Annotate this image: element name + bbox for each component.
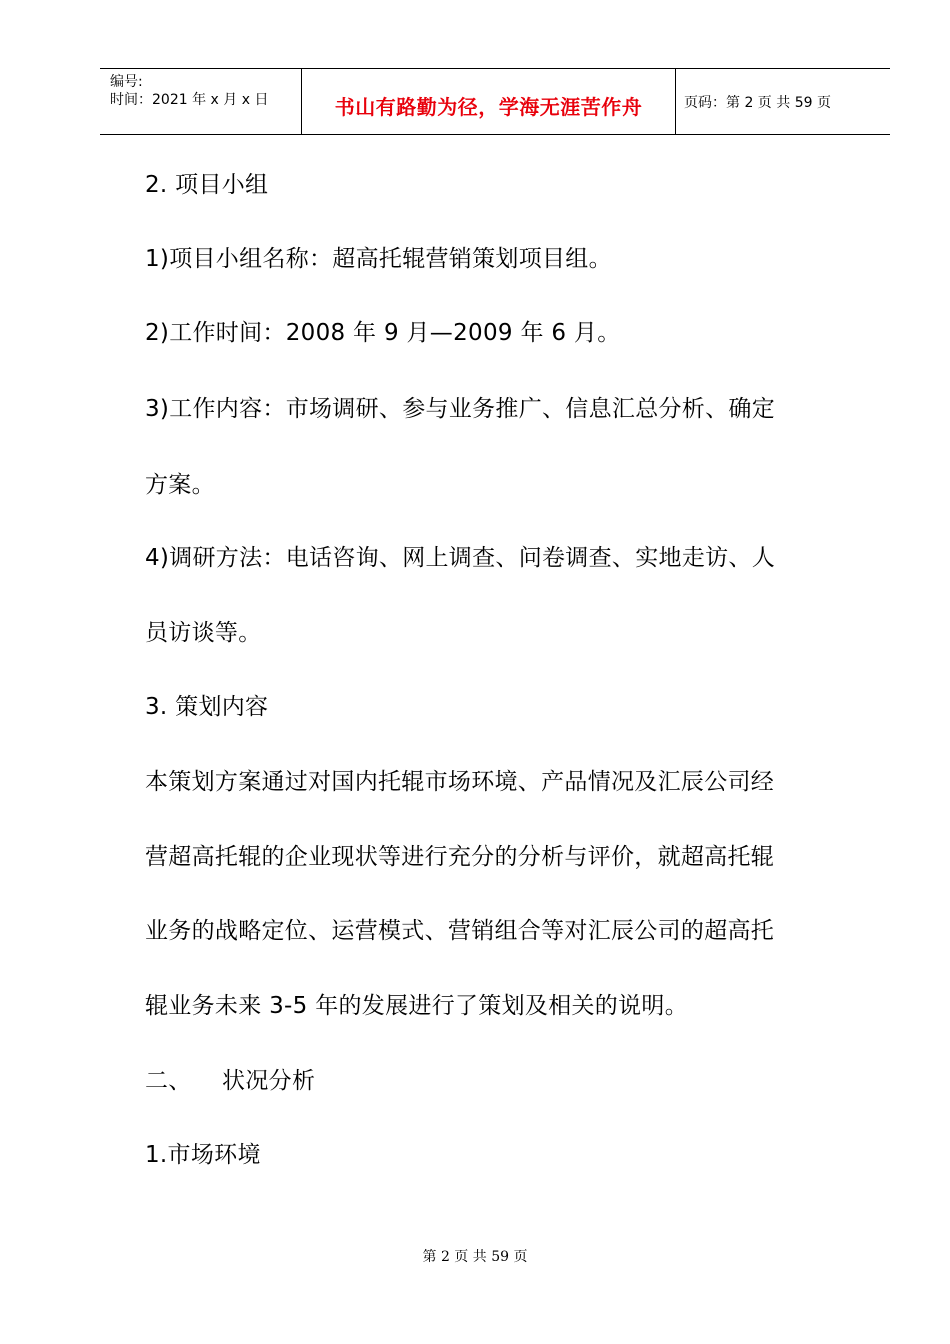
section-heading-project-team: 2. 项目小组 — [145, 172, 269, 198]
page-footer: 第 2 页 共 59 页 — [422, 1249, 528, 1265]
paragraph-line: 4)调研方法：电话咨询、网上调查、问卷调查、实地走访、人 — [145, 545, 776, 571]
section-heading-plan-content: 3. 策划内容 — [145, 694, 269, 720]
document-number-label: 编号: — [110, 74, 143, 90]
section-heading-market-environment: 1.市场环境 — [145, 1142, 261, 1168]
header-motto: 书山有路勤为径，学海无涯苦作舟 — [334, 95, 643, 119]
header-meta-cell — [100, 69, 302, 134]
paragraph-line: 方案。 — [145, 472, 215, 498]
header-motto-cell — [302, 69, 676, 134]
paragraph-line: 辊业务未来 3-5 年的发展进行了策划及相关的说明。 — [145, 993, 688, 1019]
paragraph-line: 员访谈等。 — [145, 620, 262, 646]
paragraph-line: 营超高托辊的企业现状等进行充分的分析与评价，就超高托辊 — [145, 844, 775, 870]
header-page-cell — [676, 69, 890, 134]
page-header — [100, 68, 890, 135]
paragraph-line: 本策划方案通过对国内托辊市场环境、产品情况及汇辰公司经 — [145, 769, 775, 795]
header-page-info: 页码：第 2 页 共 59 页 — [684, 95, 831, 111]
chapter-heading-situation-analysis: 二、 状况分析 — [145, 1068, 316, 1094]
paragraph-line: 3)工作内容：市场调研、参与业务推广、信息汇总分析、确定 — [145, 396, 776, 422]
paragraph-line: 2)工作时间：2008 年 9 月—2009 年 6 月。 — [145, 320, 621, 346]
paragraph-line: 业务的战略定位、运营模式、营销组合等对汇辰公司的超高托 — [145, 918, 775, 944]
paragraph-line: 1)项目小组名称：超高托辊营销策划项目组。 — [145, 246, 612, 272]
document-date: 时间：2021 年 x 月 x 日 — [110, 92, 269, 108]
